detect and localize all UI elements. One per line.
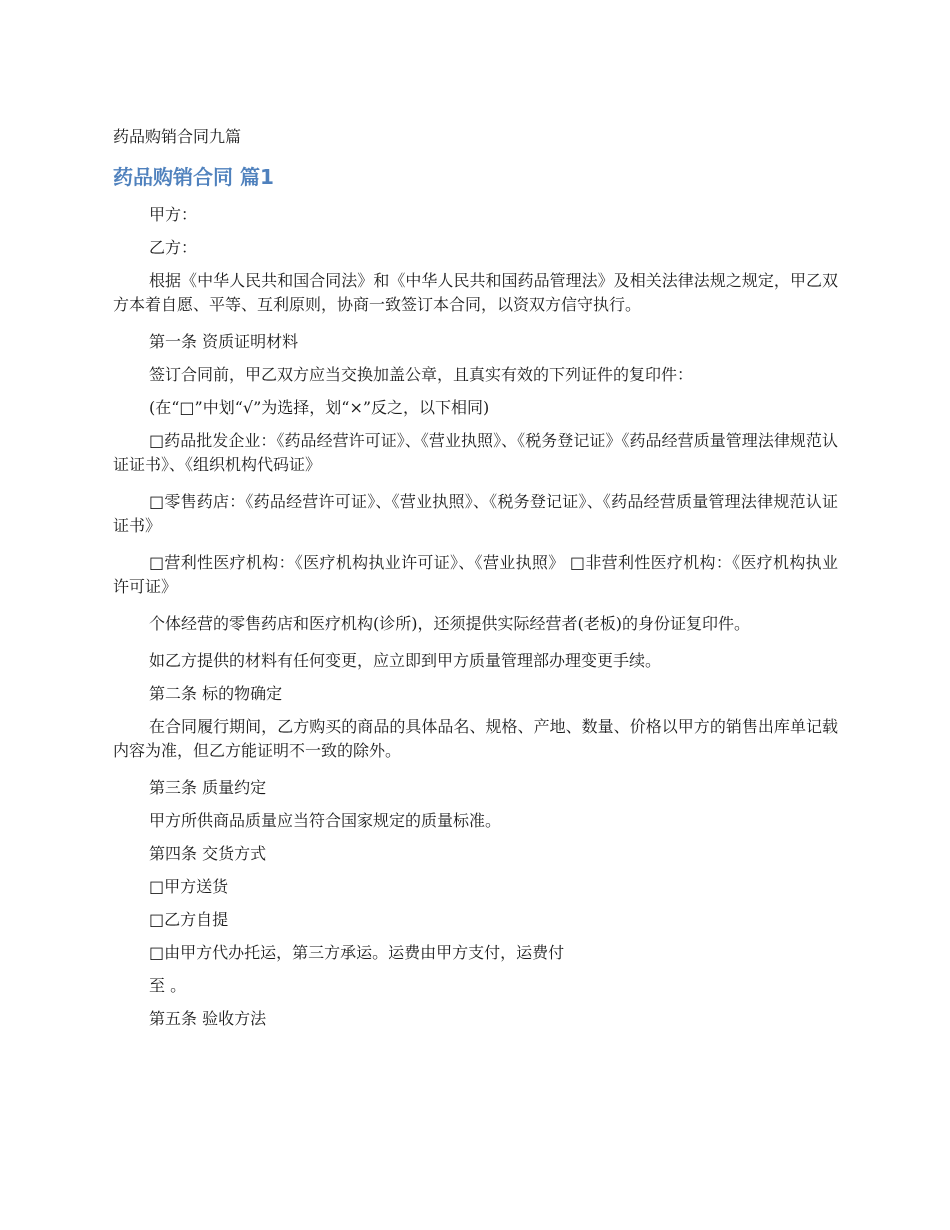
- article-1-intro: 签订合同前，甲乙双方应当交换加盖公章，且真实有效的下列证件的复印件：: [149, 365, 694, 384]
- article-2-heading: 第二条 标的物确定: [149, 684, 283, 703]
- article-4-heading: 第四条 交货方式: [149, 844, 267, 863]
- section-heading: 药品购销合同 篇1: [113, 165, 274, 189]
- delivery-option-seller: □甲方送货: [149, 877, 229, 896]
- delivery-destination: 至 。: [149, 976, 187, 995]
- document-body: [113, 203, 838, 1040]
- delivery-option-buyer: □乙方自提: [149, 910, 229, 929]
- article-1-heading: 第一条 资质证明材料: [149, 332, 299, 351]
- preamble-paragraph: 根据《中华人民共和国合同法》和《中华人民共和国药品管理法》及相关法律法规之规定，甲乙双方本着自愿、平等、互利原则，协商一致签订本合同，以资双方信守执行。: [113, 271, 838, 314]
- article-3-body: 甲方所供商品质量应当符合国家规定的质量标准。: [149, 811, 502, 830]
- individual-operator-note: 个体经营的零售药店和医疗机构(诊所)，还须提供实际经营者(老板)的身份证复印件。: [149, 614, 750, 633]
- document-title: 药品购销合同九篇: [113, 127, 242, 146]
- medical-institution-option: □营利性医疗机构：《医疗机构执业许可证》、《营业执照》 □非营利性医疗机构：《医疗机构执业许可证》: [113, 553, 838, 596]
- retail-pharmacy-option: □零售药店：《药品经营许可证》、《营业执照》、《税务登记证》、《药品经营质量管理法律规范认证证书》: [113, 492, 838, 535]
- checkbox-instruction: (在“□”中划“√”为选择，划“×”反之，以下相同): [149, 398, 490, 417]
- article-3-heading: 第三条 质量约定: [149, 778, 267, 797]
- party-b-line: 乙方：: [149, 238, 198, 257]
- party-a-line: 甲方：: [149, 205, 198, 224]
- delivery-option-carrier: □由甲方代办托运，第三方承运。运费由甲方支付，运费付: [149, 943, 565, 962]
- article-5-heading: 第五条 验收方法: [149, 1009, 267, 1028]
- change-notice: 如乙方提供的材料有任何变更，应立即到甲方质量管理部办理变更手续。: [149, 651, 662, 670]
- wholesale-option: □药品批发企业：《药品经营许可证》、《营业执照》、《税务登记证》《药品经营质量管理法律规范认证证书》、《组织机构代码证》: [113, 431, 838, 474]
- article-2-body: 在合同履行期间，乙方购买的商品的具体品名、规格、产地、数量、价格以甲方的销售出库单记载内容为准，但乙方能证明不一致的除外。: [113, 717, 838, 760]
